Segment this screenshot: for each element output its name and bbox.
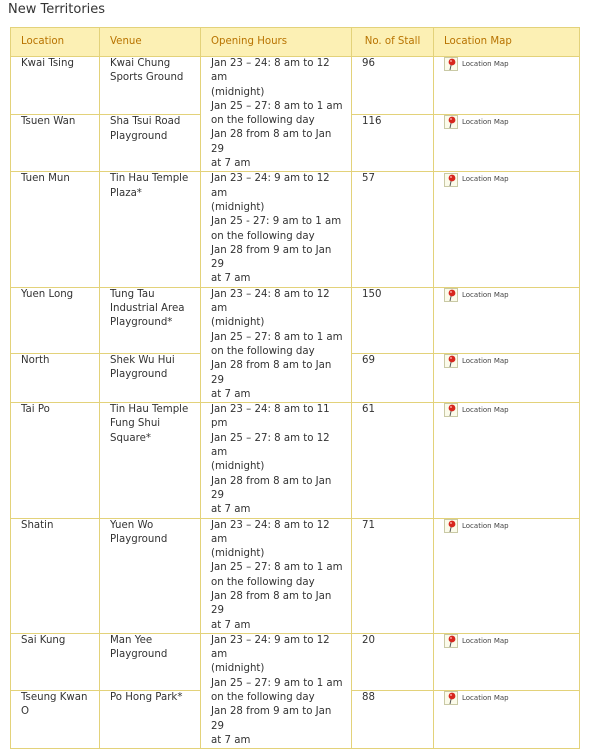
hours-line: at 7 am [211, 388, 251, 400]
opening-hours-cell [201, 172, 352, 287]
venue-cell: Man Yee Playground [100, 633, 201, 690]
map-cell [434, 403, 580, 518]
location-map-label: Location Map [462, 118, 509, 127]
venue-cell: Po Hong Park* [100, 690, 201, 748]
location-map-link[interactable] [444, 115, 509, 129]
map-pin-icon [444, 634, 458, 648]
venue-cell: Shek Wu Hui Playground [100, 353, 201, 403]
hours-line: Jan 23 – 24: 8 am to 12 am [211, 519, 330, 545]
location-cell: Kwai Tsing [11, 57, 100, 115]
opening-hours-cell [201, 633, 352, 748]
venue-cell: Tin Hau Temple Fung Shui Square* [100, 403, 201, 518]
table-header-row [11, 28, 580, 57]
map-pin-icon [444, 288, 458, 302]
location-cell: Shatin [11, 518, 100, 633]
hours-line: Jan 25 – 27: 8 am to 1 am [211, 331, 343, 343]
table-row [11, 172, 580, 287]
hours-line: at 7 am [211, 158, 251, 170]
location-map-link[interactable] [444, 288, 509, 302]
location-map-link[interactable] [444, 403, 509, 417]
hours-line: Jan 25 - 27: 9 am to 1 am [211, 216, 342, 228]
hours-line: on the following day [211, 692, 315, 704]
hours-line: Jan 25 – 27: 8 am to 12 am [211, 432, 330, 459]
hours-line: Jan 25 – 27: 9 am to 1 am [211, 677, 343, 689]
opening-hours-cell [201, 403, 352, 518]
hours-line: Jan 28 from 9 am to Jan 29 [211, 706, 332, 732]
header-location-map: Location Map [434, 28, 580, 57]
stall-count-cell: 20 [352, 633, 434, 690]
hours-line: Jan 28 from 8 am to Jan 29 [211, 475, 332, 501]
location-map-link[interactable] [444, 634, 509, 648]
hours-line: Jan 23 – 24: 8 am to 11 pm [211, 404, 330, 430]
hours-line: Jan 28 from 8 am to Jan 29 [211, 360, 332, 386]
hours-line: on the following day [211, 345, 315, 357]
section-title: New Territories [8, 2, 106, 17]
location-cell: Tsuen Wan [11, 115, 100, 172]
hours-line: (midnight) [211, 461, 265, 473]
location-map-link[interactable] [444, 57, 509, 71]
stall-count-cell: 88 [352, 690, 434, 748]
hours-line: Jan 25 – 27: 8 am to 1 am [211, 562, 343, 574]
location-map-label: Location Map [462, 60, 509, 68]
hours-line: (midnight) [211, 86, 265, 98]
hours-line: at 7 am [211, 734, 251, 746]
map-pin-icon [444, 354, 458, 368]
location-cell: Yuen Long [11, 287, 100, 353]
map-cell [434, 287, 580, 353]
hours-line: on the following day [211, 115, 315, 127]
opening-hours-cell [201, 287, 352, 402]
header-opening-hours: Opening Hours [201, 28, 352, 57]
venue-cell: Sha Tsui Road Playground [100, 115, 201, 172]
stall-count-cell: 96 [352, 57, 434, 115]
table-row [11, 403, 580, 518]
stall-count-cell: 116 [352, 115, 434, 172]
hours-line: Jan 25 – 27: 8 am to 1 am [211, 100, 343, 112]
location-map-link[interactable] [444, 172, 509, 186]
map-pin-icon [444, 115, 458, 129]
hours-line: (midnight) [211, 663, 265, 675]
location-cell: North [11, 353, 100, 403]
venue-table [10, 27, 580, 749]
stall-count-cell: 69 [352, 353, 434, 403]
location-cell: Tuen Mun [11, 172, 100, 287]
map-cell [434, 353, 580, 403]
venue-cell: Tung Tau Industrial Area Playground* [100, 287, 201, 353]
hours-line: Jan 23 – 24: 8 am to 12 am [211, 58, 330, 84]
hours-line: (midnight) [211, 317, 265, 329]
location-map-label: Location Map [462, 636, 509, 645]
map-pin-icon [444, 519, 458, 533]
location-map-label: Location Map [462, 521, 509, 530]
map-cell [434, 633, 580, 690]
venue-cell: Kwai Chung Sports Ground [100, 57, 201, 115]
hours-line: at 7 am [211, 619, 251, 631]
location-map-label: Location Map [462, 290, 509, 299]
stall-count-cell: 61 [352, 403, 434, 518]
hours-line: Jan 28 from 8 am to Jan 29 [211, 129, 332, 155]
table-row [11, 633, 580, 690]
hours-line: at 7 am [211, 273, 251, 285]
hours-line: on the following day [211, 230, 315, 242]
location-map-label: Location Map [462, 406, 509, 415]
map-cell [434, 172, 580, 287]
location-cell: Tai Po [11, 403, 100, 518]
map-cell [434, 57, 580, 115]
venue-cell: Yuen Wo Playground [100, 518, 201, 633]
header-location: Location [11, 28, 100, 57]
location-map-label: Location Map [462, 356, 509, 365]
map-cell [434, 518, 580, 633]
hours-line: (midnight) [211, 548, 265, 560]
hours-line: Jan 28 from 8 am to Jan 29 [211, 590, 332, 617]
location-map-label: Location Map [462, 693, 509, 702]
location-cell: Sai Kung [11, 633, 100, 690]
hours-line: on the following day [211, 576, 315, 588]
table-row [11, 518, 580, 633]
location-cell: Tseung Kwan O [11, 690, 100, 748]
hours-line: at 7 am [211, 504, 251, 516]
map-pin-icon [444, 173, 458, 187]
map-pin-icon [444, 403, 458, 417]
stall-count-cell: 71 [352, 518, 434, 633]
map-pin-icon [444, 691, 458, 705]
table-row [11, 287, 580, 353]
location-map-link[interactable] [444, 354, 509, 368]
location-map-label: Location Map [462, 175, 509, 184]
hours-line: Jan 23 – 24: 9 am to 12 am [211, 173, 330, 199]
map-cell [434, 690, 580, 748]
venue-cell: Tin Hau Temple Plaza* [100, 172, 201, 287]
hours-line: (midnight) [211, 201, 265, 213]
stall-count-cell: 57 [352, 172, 434, 287]
opening-hours-cell [201, 518, 352, 633]
map-cell [434, 115, 580, 172]
hours-line: Jan 28 from 9 am to Jan 29 [211, 244, 332, 271]
location-map-link[interactable] [444, 519, 509, 533]
header-no-of-stall: No. of Stall [352, 28, 434, 57]
header-venue: Venue [100, 28, 201, 57]
opening-hours-cell [201, 57, 352, 172]
table-row [11, 57, 580, 115]
stall-count-cell: 150 [352, 287, 434, 353]
map-pin-icon [444, 57, 458, 71]
hours-line: Jan 23 – 24: 9 am to 12 am [211, 634, 330, 661]
location-map-link[interactable] [444, 691, 509, 705]
hours-line: Jan 23 – 24: 8 am to 12 am [211, 288, 330, 315]
